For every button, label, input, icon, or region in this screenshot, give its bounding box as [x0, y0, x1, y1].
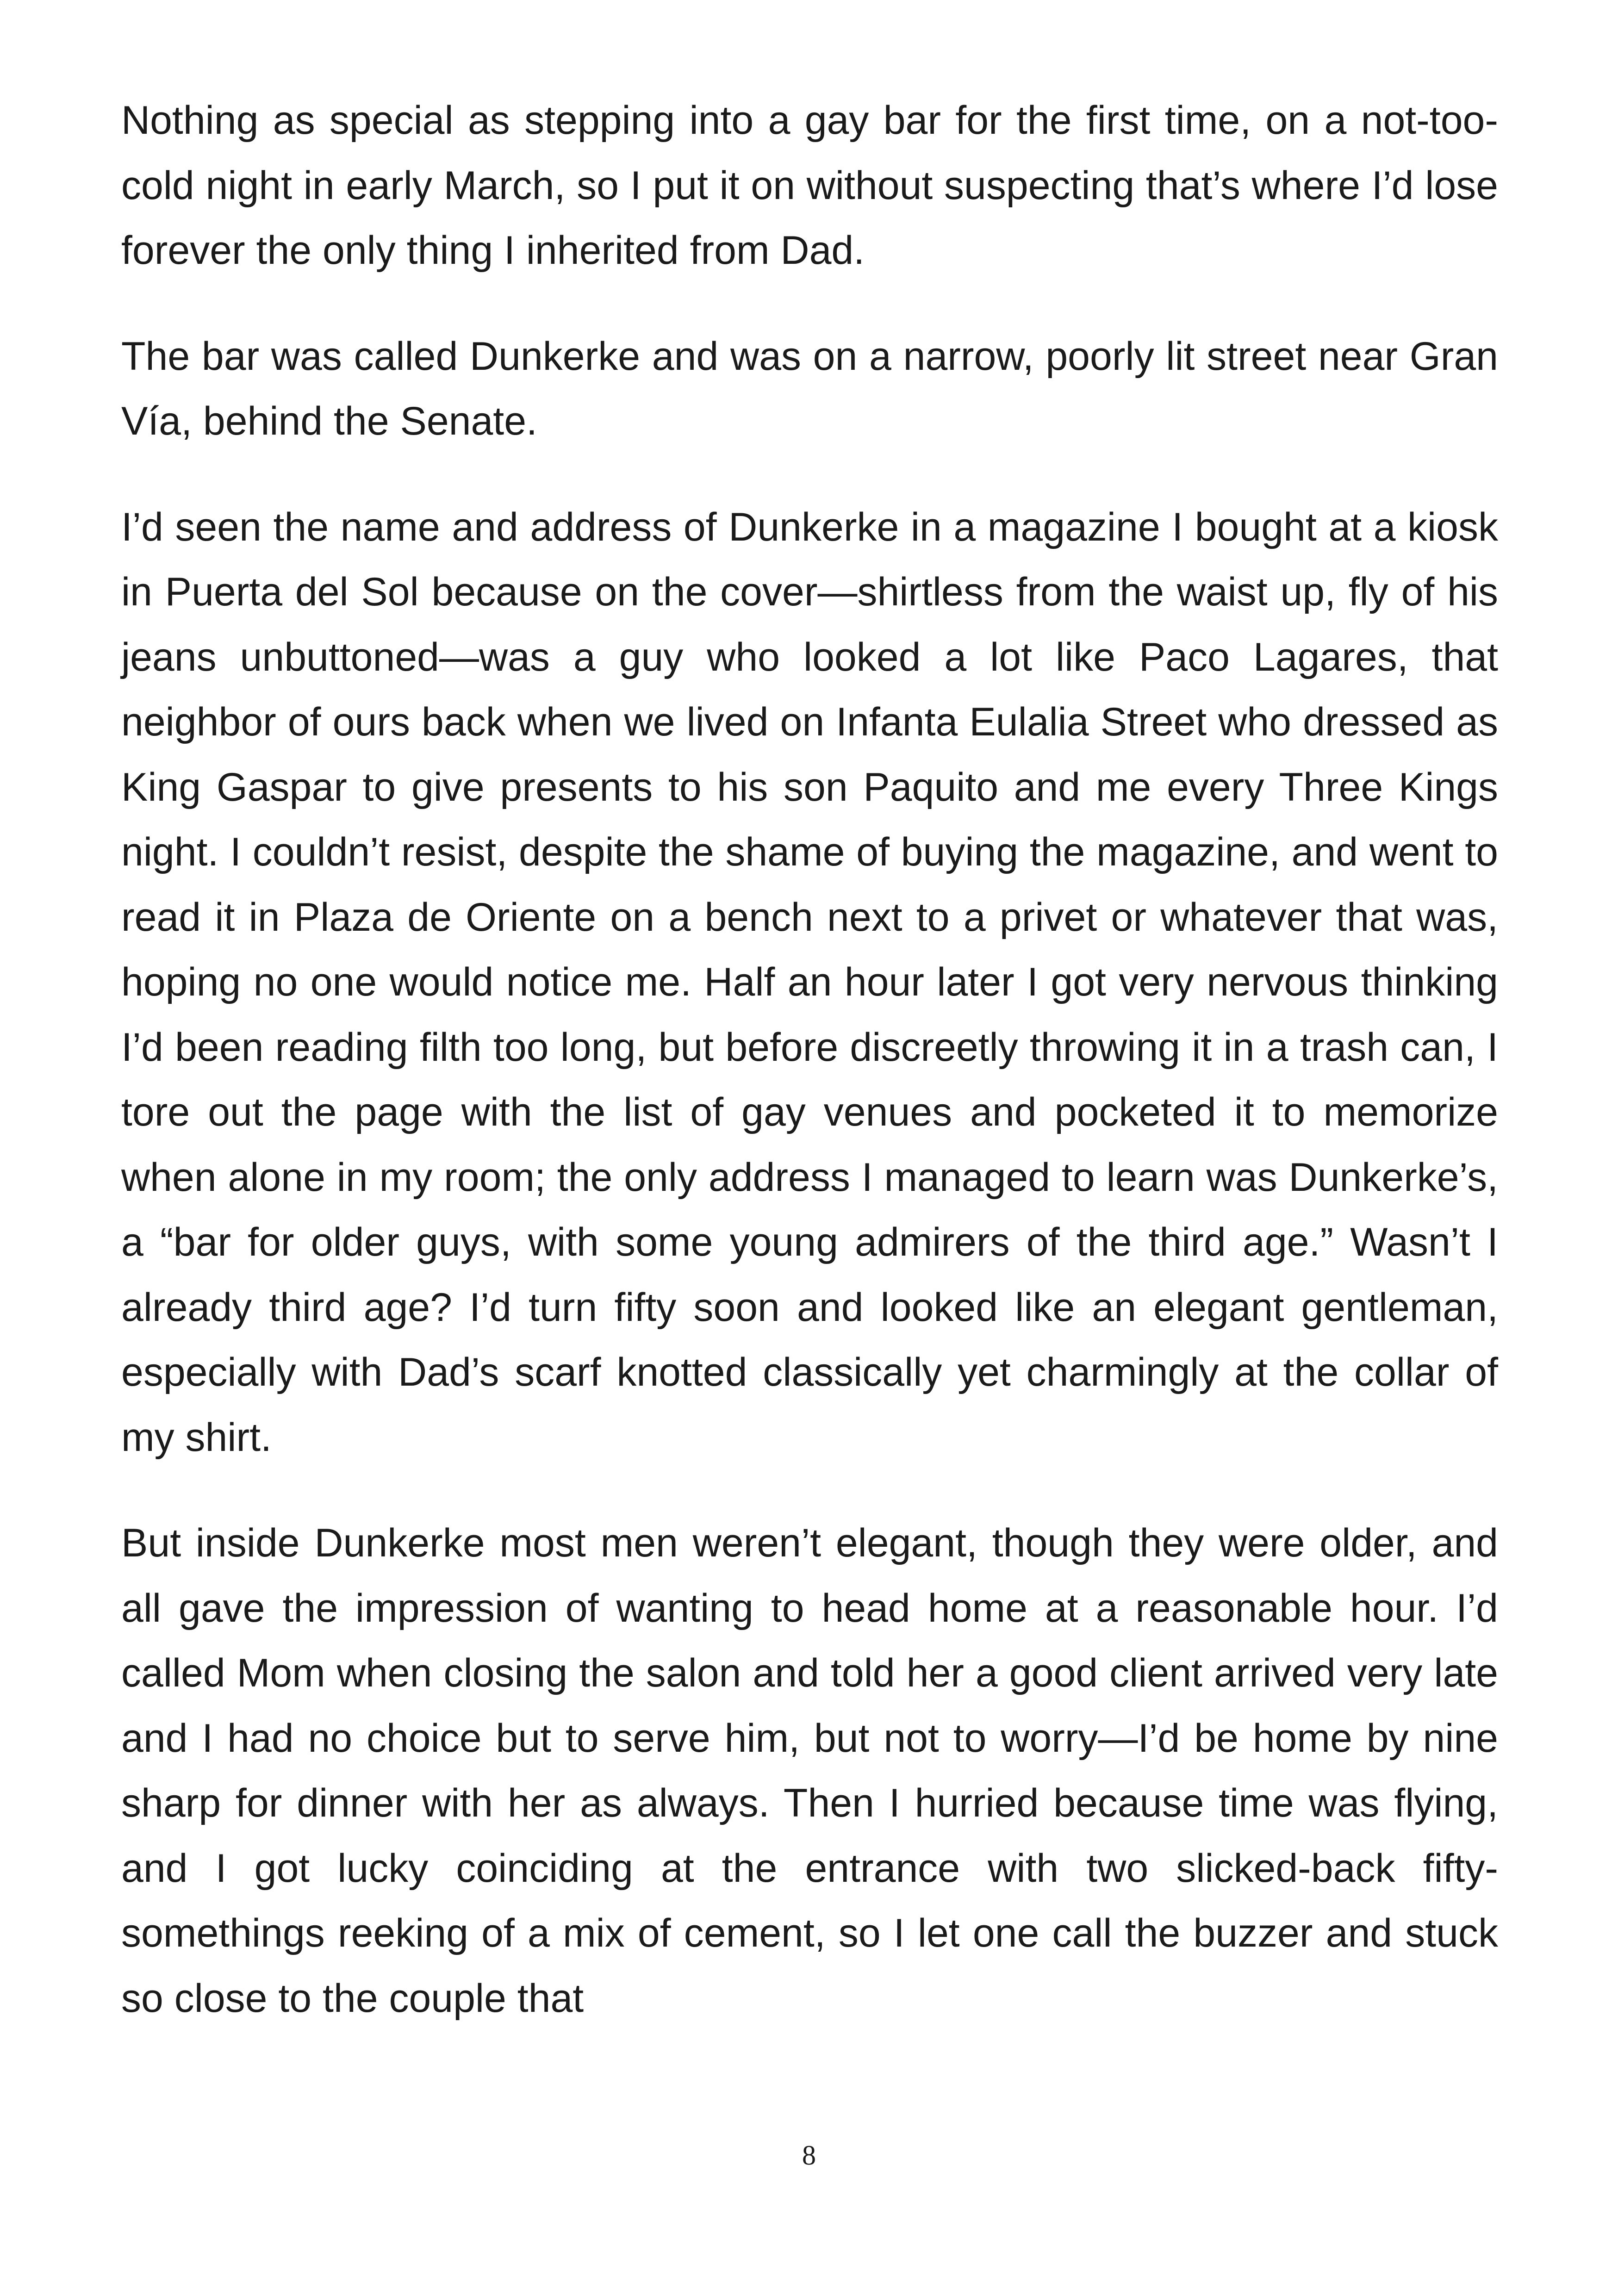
page-number: 8 — [802, 2140, 816, 2171]
body-text — [121, 88, 1498, 2072]
paragraph-1: Nothing as special as stepping into a gay bar for the first time, on a not-too-cold night in early March, so I put it on without suspecting that’s where I’d lose forever the only thing I inherited from Dad. — [121, 98, 1498, 273]
paragraph-2: The bar was called Dunkerke and was on a narrow, poorly lit street near Gran Vía, behind the Senate. — [121, 334, 1498, 443]
paragraph-4: But inside Dunkerke most men weren’t elegant, though they were older, and all gave the impression of wanting to head home at a reasonable hour. I’d called Mom when closing the salon and told her a good client arrived very late and I had no choice but to serve him, but not to worry—I’d be home by nine sharp for dinner with her as always. Then I hurried because time was flying, and I got lucky coinciding at the entrance with two slicked-back fifty-somethings reeking of a mix of cement, so I let one call the buzzer and stuck so close to the couple that — [121, 1521, 1498, 2021]
paragraph-3: I’d seen the name and address of Dunkerke in a magazine I bought at a kiosk in Puerta del Sol because on the cover—shirtless from the waist up, fly of his jeans unbuttoned—was a guy who looked a lot like Paco Lagares, that neighbor of ours back when we lived on Infanta Eulalia Street who dressed as King Gaspar to give presents to his son Paquito and me every Three Kings night. I couldn’t resist, despite the shame of buying the magazine, and went to read it in Plaza de Oriente on a bench next to a privet or whatever that was, hoping no one would notice me. Half an hour later I got very nervous thinking I’d been reading filth too long, but before discreetly throwing it in a trash can, I tore out the page with the list of gay venues and pocketed it to memorize when alone in my room; the only address I managed to learn was Dunkerke’s, a “bar for older guys, with some young admirers of the third age.” Wasn’t I already third age? I’d turn fifty soon and looked like an elegant gentleman, especially with Dad’s scarf knotted classically yet charmingly at the collar of my shirt. — [121, 504, 1498, 1460]
